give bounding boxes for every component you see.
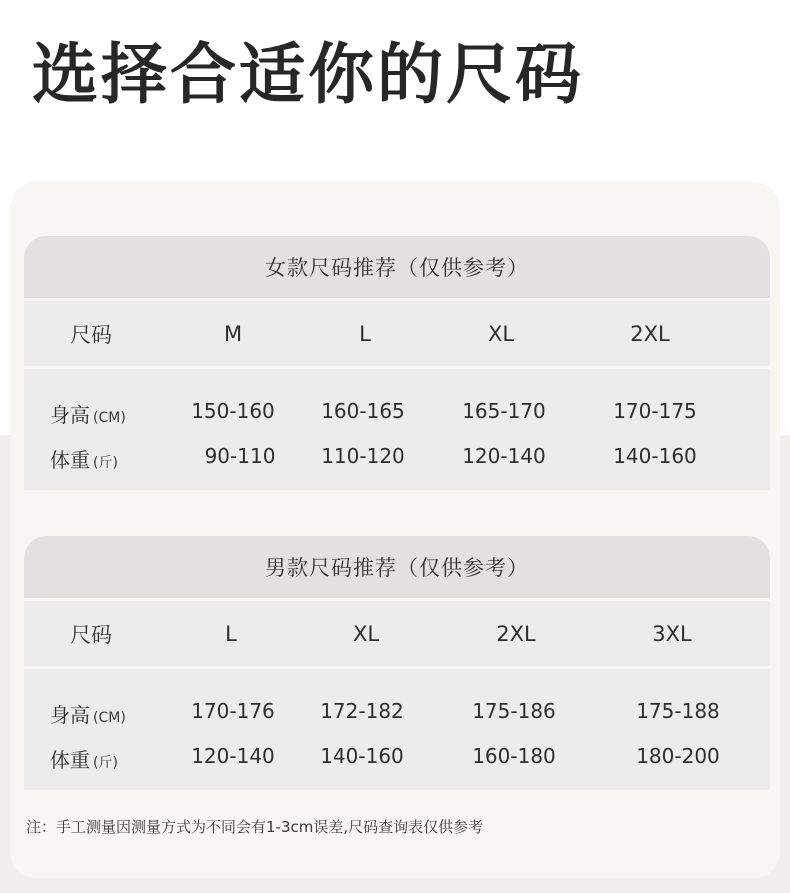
height-cell: 175-188 xyxy=(636,699,720,723)
size-cell: 2XL xyxy=(496,621,536,646)
weight-unit: (斤) xyxy=(93,755,118,771)
height-cell: 170-176 xyxy=(191,699,275,723)
size-cell: 2XL xyxy=(630,321,670,346)
height-unit: (CM) xyxy=(93,410,126,426)
women-size-row xyxy=(24,301,770,366)
weight-cell: 140-160 xyxy=(613,444,697,468)
page-title: 选择合适你的尺码 xyxy=(32,36,584,113)
men-size-table xyxy=(24,536,770,790)
height-cell: 165-170 xyxy=(462,399,546,423)
weight-row-label xyxy=(50,744,118,773)
height-label: 身高 xyxy=(50,403,90,427)
height-unit: (CM) xyxy=(93,710,126,726)
weight-unit: (斤) xyxy=(93,455,118,471)
size-cell: XL xyxy=(352,621,380,646)
size-cell: XL xyxy=(487,321,515,346)
size-cell: M xyxy=(223,321,243,346)
footnote: 注：手工测量因测量方式为不同会有1-3cm误差,尺码查询表仅供参考 xyxy=(26,818,484,836)
size-cell: L xyxy=(225,621,237,646)
height-label: 身高 xyxy=(50,703,90,727)
height-cell: 170-175 xyxy=(613,399,697,423)
women-measure-block xyxy=(24,369,770,490)
height-cell: 175-186 xyxy=(472,699,556,723)
men-size-row xyxy=(24,601,770,666)
women-size-table xyxy=(24,236,770,490)
height-row-label xyxy=(50,699,126,728)
men-table-header: 男款尺码推荐（仅供参考） xyxy=(24,536,770,598)
weight-cell: 180-200 xyxy=(636,744,720,768)
height-cell: 172-182 xyxy=(320,699,404,723)
weight-label: 体重 xyxy=(50,748,90,772)
size-row-label: 尺码 xyxy=(70,622,112,647)
height-cell: 150-160 xyxy=(191,399,275,423)
weight-row-label xyxy=(50,444,118,473)
size-row-label: 尺码 xyxy=(70,322,112,347)
size-cell: L xyxy=(359,321,371,346)
weight-cell: 140-160 xyxy=(320,744,404,768)
height-cell: 160-165 xyxy=(321,399,405,423)
men-measure-block xyxy=(24,669,770,790)
height-row-label xyxy=(50,399,126,428)
weight-cell: 90-110 xyxy=(204,444,276,468)
women-table-header: 女款尺码推荐（仅供参考） xyxy=(24,236,770,298)
weight-label: 体重 xyxy=(50,448,90,472)
weight-cell: 120-140 xyxy=(191,744,275,768)
weight-cell: 110-120 xyxy=(321,444,405,468)
weight-cell: 160-180 xyxy=(472,744,556,768)
size-cell: 3XL xyxy=(652,621,692,646)
weight-cell: 120-140 xyxy=(462,444,546,468)
